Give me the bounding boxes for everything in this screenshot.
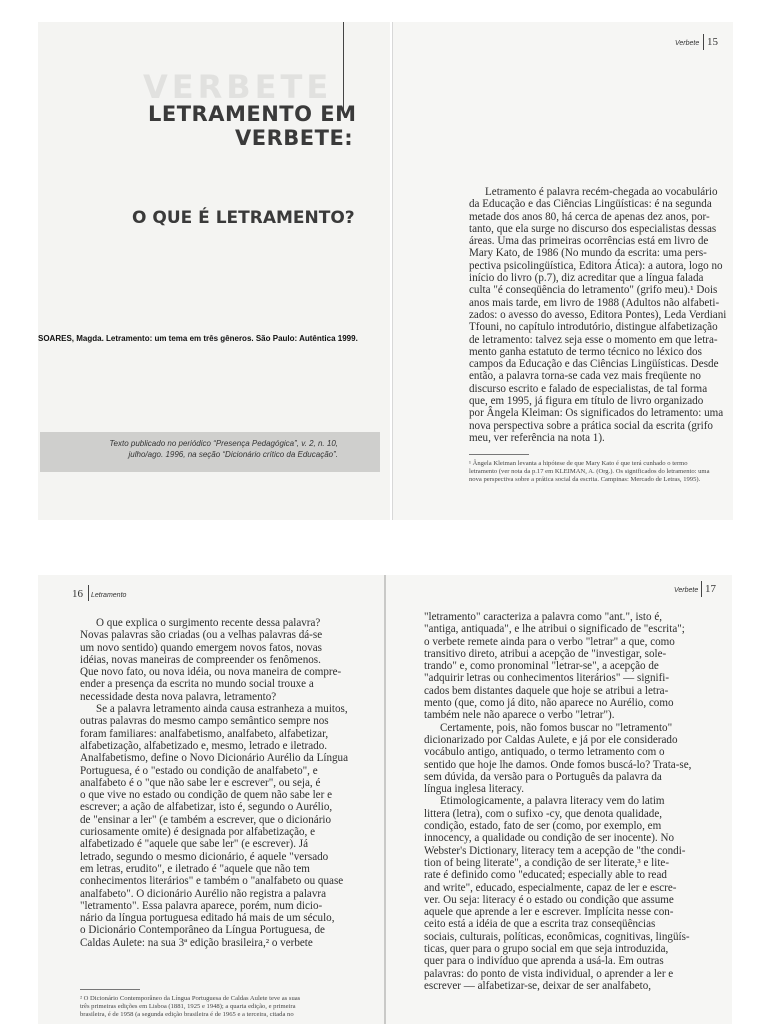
text-line: Certamente, pois, não fomos buscar no "letramento" [440,721,673,734]
footnote-line: nova perspectiva sobre a prática social da escrita. Campinas: Mercado de Letras, 1995). [469,476,701,484]
text-line: meu, ver referência na nota 1). [469,431,605,444]
page-title-page [38,22,390,520]
footnote-line: ¹ Ângela Kleiman levanta a hipótese de que Mary Kato é que terá cunhado o termo [469,460,688,467]
text-line: nova perspectiva sobre a prática social da escrita (grifo [469,419,713,432]
source-citation: SOARES, Magda. Letramento: um tema em três gêneros. São Paulo: Autêntica 1999. [38,334,358,343]
text-line: analfabeto". O dicionário Aurélio não registra a palavra [80,887,327,900]
text-line: alfabetização, alfabetizado e, mesmo, letrado e iletrado. [80,739,328,752]
footnote-rule [80,989,140,990]
text-line: Que novo fato, ou nova idéia, ou nova maneira de compre- [80,666,342,679]
page-17 [386,575,732,1024]
text-line: curiosamente omite) é designada por alfabetização, e [80,826,316,839]
running-head: Letramento [91,592,127,599]
text-line: Letramento é palavra recém-chegada ao vocabulário [485,186,718,198]
body-text [469,186,729,444]
text-line: sociais, culturais, políticas, econômicas, cognitivas, lingüís- [424,930,690,943]
text-line: o Dicionário Contemporâneo da Língua Portuguesa, de [80,924,325,937]
text-line: mento ganha estatuto de termo técnico no léxico dos [469,345,702,358]
text-line: escrever — alfabetizar-se, deixar de ser analfabeto, [424,979,652,992]
text-line: conhecimentos literários" e também o "analfabeto ou quase [80,875,344,888]
text-line: de letramento: talvez seja esse o momento em que letra- [469,333,718,346]
text-line: tanto, que ela surge no discurso dos especialistas dessas [469,222,717,235]
publication-note-line: Texto publicado no periódico “Presença Pedagógica”, v. 2, n. 10, [109,439,338,448]
text-line: letrado, segundo o mesmo dicionário, é aquele "versado [80,850,329,863]
text-line: campos da Educação e das Ciências Lingüísticas. Desde [469,358,719,371]
text-line: escrever; a ação de alfabetizar, isto é, segundo o Aurélio, [80,801,333,814]
text-line: que, em 1995, já figura em título de livro organizado [469,395,704,408]
text-line: ceito está a idéia de que a escrita traz conseqüências [424,918,656,931]
header-rule [703,34,704,50]
text-line: and write", educado, especialmente, capaz de ler e escre- [424,881,677,894]
text-line: ender a presença da escrita no mundo social trouxe a [80,678,314,691]
text-line: então, a palavra torna-se cada vez mais freqüente no [469,370,701,383]
text-line: tion of being literate", a condição de ser literate,³ e lite- [424,856,670,869]
publication-note-box [40,432,380,472]
page-number: 17 [705,583,716,595]
page-number: 16 [72,588,83,600]
footnote-rule [469,454,529,455]
text-line: cados bem distantes daquele que hoje se atribui a letra- [424,684,669,697]
text-line: "letramento" caracteriza a palavra como "ant.", isto é, [424,611,663,623]
text-line: em letras, erudito", e iletrado é "aquele que não tem [80,862,310,875]
text-line: idéias, novas maneiras de compreender os fenômenos. [80,653,321,666]
text-line: metade dos anos 80, há cerca de apenas dez anos, por- [469,210,710,223]
page-16 [38,575,384,1024]
text-line: ver. Ou seja: literacy é o estado ou condição que assume [424,893,674,906]
text-line: Webster's Dictionary, literacy tem a acepção de "the condi- [424,844,686,857]
footnote [80,995,382,1020]
text-line: por Ângela Kleiman: Os significados do letramento: uma [469,407,724,420]
text-line: nário da língua portuguesa editado há mais de um século, [80,912,335,925]
footnote-line: três primeiras edições em Lisboa (1881, 1925 e 1948); a quarta edição, e primeira [80,1003,296,1011]
body-text [424,611,724,992]
text-line: trando" e, como pronominal "letrar-se", a acepção de [424,660,659,673]
header-rule [701,581,702,597]
text-line: "antiga, antiquada", e lhe atribui o significado de "escrita"; [424,623,685,636]
text-line: analfabeto é o "que não sabe ler e escrever", ou seja, é [80,776,321,789]
running-head: Verbete [674,587,699,594]
text-line: Mary Kato, de 1986 (No mundo da escrita: uma pers- [469,247,707,260]
vertical-rule [343,22,344,114]
text-line: aquele que aprende a ler e escrever. Implícita nesse con- [424,906,674,919]
text-line: dicionarizado por Caldas Aulete, e já por ele considerado [424,733,678,746]
text-line: "letramento". Essa palavra aparece, porém, num dicio- [80,899,323,912]
text-line: Caldas Aulete: na sua 3ª edição brasileira,² o verbete [80,936,313,949]
text-line: áreas. Uma das primeiras ocorrências está em livro de [469,235,709,248]
text-line: vocábulo antigo, antiquado, o termo letramento com o [424,746,665,759]
footnote-line: ² O Dicionário Contemporâneo da Língua Portuguesa de Caldas Aulete teve as suas [80,995,301,1002]
footnote-line: brasileira, é de 1958 (a segunda edição brasileira é de 1965 e a terceira, citada no [80,1011,294,1019]
text-line: Analfabetismo, define o Novo Dicionário Aurélio da Língua [80,752,349,765]
text-line: Novas palavras são criadas (ou a velhas palavras dá-se [80,629,323,642]
publication-note [106,438,338,460]
page-15 [392,22,733,520]
text-line: foram familiares: analfabetismo, analfabeto, alfabetizar, [80,727,329,740]
footnote-line: letramento (ver nota da p.17 em KLEIMAN, A. (Org.). Os significados do letramento: uma [469,468,710,476]
text-line: alfabetizado é "aquele que sabe ler" (e escrever). Já [80,838,309,851]
text-line: rate é definido como "educated; especially able to read [424,869,667,882]
watermark: VERBETE [143,68,333,106]
text-line: Portuguesa, é o "estado ou condição de analfabeto", e [80,764,318,777]
body-text [80,617,380,949]
text-line: Se a palavra letramento ainda causa estranheza a muitos, [96,703,348,716]
page-number: 15 [707,36,718,48]
text-line: O que explica o surgimento recente dessa palavra? [96,617,321,629]
text-line: língua inglesa literacy. [424,783,525,796]
header-rule [88,585,89,601]
text-line: início do livro (p.7), diz acreditar que a língua falada [469,272,704,285]
text-line: condição, estado, fato de ser (como, por exemplo, em [424,820,662,833]
text-line: palavras: do ponto de vista individual, o aprender a ler e [424,967,674,980]
text-line: sem dúvida, da versão para o Português da palavra da [424,770,662,783]
text-line: littera (letra), com o sufixo -cy, que denota qualidade, [424,807,663,820]
text-line: da Educação e das Ciências Lingüísticas: é na segunda [469,198,712,211]
text-line: quer para o indivíduo que aprenda a usá-la. Em outras [424,955,664,968]
text-line: ticas, quer para o grupo social em que seja introduzida, [424,943,669,956]
text-line: culta "é conseqüência do letramento" (grifo meu).¹ Dois [469,284,718,297]
text-line: necessidade desta nova palavra, letramento? [80,690,277,703]
text-line: outras palavras do mesmo campo semântico sempre nos [80,715,329,728]
text-line: anos mais tarde, em livro de 1988 (Adultos não alfabeti- [469,296,720,309]
publication-note-line: julho/ago. 1996, na seção “Dicionário crítico da Educação”. [128,450,338,459]
chapter-title-line-1: LETRAMENTO EM [148,102,357,126]
text-line: de "ensinar a ler" (e também a escrever, que o dicionário [80,813,332,826]
chapter-title-line-2: VERBETE: [235,126,354,150]
text-line: mento (que, como já dito, não aparece no Aurélio, como [424,697,674,710]
text-line: o que vive no estado ou condição de quem não sabe ler e [80,789,332,802]
text-line: Tfouni, no capítulo introdutório, distingue alfabetização [469,321,718,334]
text-line: transitivo direto, atribui a acepção de "investigar, sole- [424,647,667,660]
text-line: sentido que hoje lhe damos. Onde fomos buscá-lo? Trata-se, [424,758,692,771]
text-line: innocency, a qualidade ou condição de ser inocente). No [424,832,675,845]
text-line: um novo sentido) quando emergem novos fatos, novas [80,641,322,654]
text-line: o verbete remete ainda para o verbo "letrar" a que, como [424,635,675,648]
text-line: também nele não aparece o verbo "letrar"). [424,709,615,722]
footnote [469,460,731,485]
text-line: pectiva psicolingüística, Editora Ática): a autora, logo no [469,259,723,272]
text-line: zados: o avesso do avesso, Editora Pontes), Leda Verdiani [469,308,727,321]
text-line: Etimologicamente, a palavra literacy vem do latim [440,795,665,808]
text-line: discurso escrito e falado de especialistas, de tal forma [469,382,708,395]
running-head: Verbete [675,40,700,47]
text-line: "adquirir letras ou conhecimentos literários" — signifi- [424,672,670,685]
chapter-subtitle: O QUE É LETRAMENTO? [132,208,355,228]
